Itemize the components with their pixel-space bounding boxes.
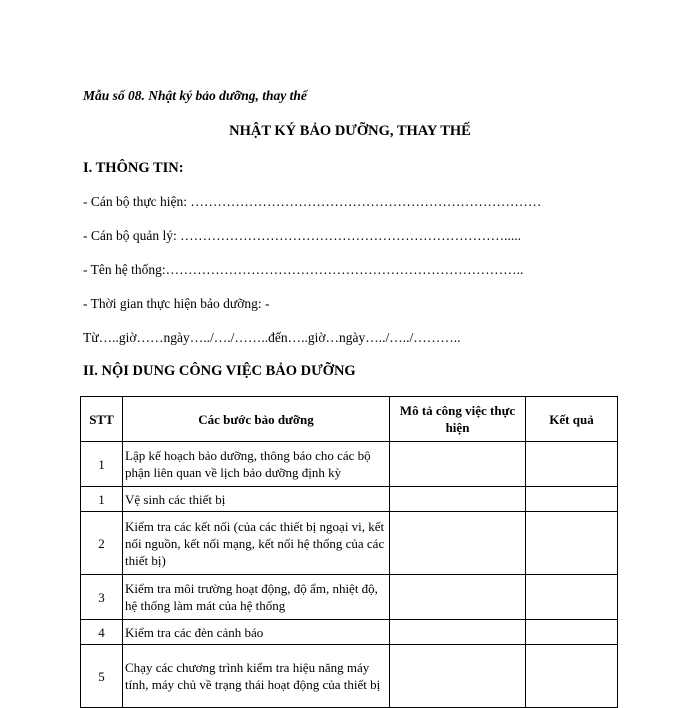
row-stt: 1 — [81, 442, 123, 487]
row-step: Kiểm tra môi trường hoạt động, độ ẩm, nhiệt độ, hệ thống làm mát của hệ thống — [123, 575, 390, 620]
info-line-manager: - Cán bộ quản lý: ………………………………………………………………..... — [83, 228, 521, 243]
row-stt: 1 — [81, 487, 123, 512]
row-description-cell[interactable] — [390, 442, 526, 487]
header-description: Mô tả công việc thực hiện — [390, 397, 526, 442]
row-step: Kiểm tra các đèn cảnh báo — [123, 620, 390, 645]
row-step: Vệ sinh các thiết bị — [123, 487, 390, 512]
header-result: Kết quả — [526, 397, 618, 442]
table-header-row — [81, 397, 618, 442]
table-row — [81, 645, 618, 708]
table-row — [81, 487, 618, 512]
table-row — [81, 575, 618, 620]
info-line-maintenance-time: - Thời gian thực hiện bảo dưỡng: - — [83, 296, 270, 311]
document-title: NHẬT KÝ BẢO DƯỠNG, THAY THẾ — [229, 123, 471, 139]
header-stt: STT — [81, 397, 123, 442]
section-content-heading: II. NỘI DUNG CÔNG VIỆC BẢO DƯỠNG — [83, 363, 356, 379]
row-step: Kiểm tra các kết nối (của các thiết bị ngoại vi, kết nối nguồn, kết nối mạng, kết nối hệ thống của các thiết bị) — [123, 512, 390, 575]
info-line-system-name: - Tên hệ thống:…………………………………………………………………….. — [83, 262, 524, 277]
row-stt: 3 — [81, 575, 123, 620]
header-steps: Các bước bảo dưỡng — [123, 397, 390, 442]
row-result-cell[interactable] — [526, 442, 618, 487]
maintenance-table — [80, 396, 618, 708]
table-row — [81, 442, 618, 487]
form-number-label: Mẫu số 08. Nhật ký bảo dưỡng, thay thế — [83, 88, 307, 103]
row-step: Chạy các chương trình kiểm tra hiệu năng máy tính, máy chủ về trạng thái hoạt động của thiết bị — [123, 645, 390, 708]
row-result-cell[interactable] — [526, 620, 618, 645]
info-line-executor: - Cán bộ thực hiện: …………………………………………………………………… — [83, 194, 542, 209]
row-description-cell[interactable] — [390, 512, 526, 575]
row-stt: 4 — [81, 620, 123, 645]
row-result-cell[interactable] — [526, 575, 618, 620]
row-result-cell[interactable] — [526, 645, 618, 708]
row-description-cell[interactable] — [390, 645, 526, 708]
row-result-cell[interactable] — [526, 487, 618, 512]
row-description-cell[interactable] — [390, 575, 526, 620]
section-info-heading: I. THÔNG TIN: — [83, 160, 184, 176]
row-stt: 5 — [81, 645, 123, 708]
row-description-cell[interactable] — [390, 487, 526, 512]
table-row — [81, 512, 618, 575]
row-description-cell[interactable] — [390, 620, 526, 645]
table-row — [81, 620, 618, 645]
row-step: Lập kế hoạch bảo dưỡng, thông báo cho các bộ phận liên quan về lịch bảo dưỡng định kỳ — [123, 442, 390, 487]
row-stt: 2 — [81, 512, 123, 575]
info-line-time-range: Từ…..giờ……ngày…../…./……..đến…..giờ…ngày…../…../……….. — [83, 330, 461, 345]
row-result-cell[interactable] — [526, 512, 618, 575]
